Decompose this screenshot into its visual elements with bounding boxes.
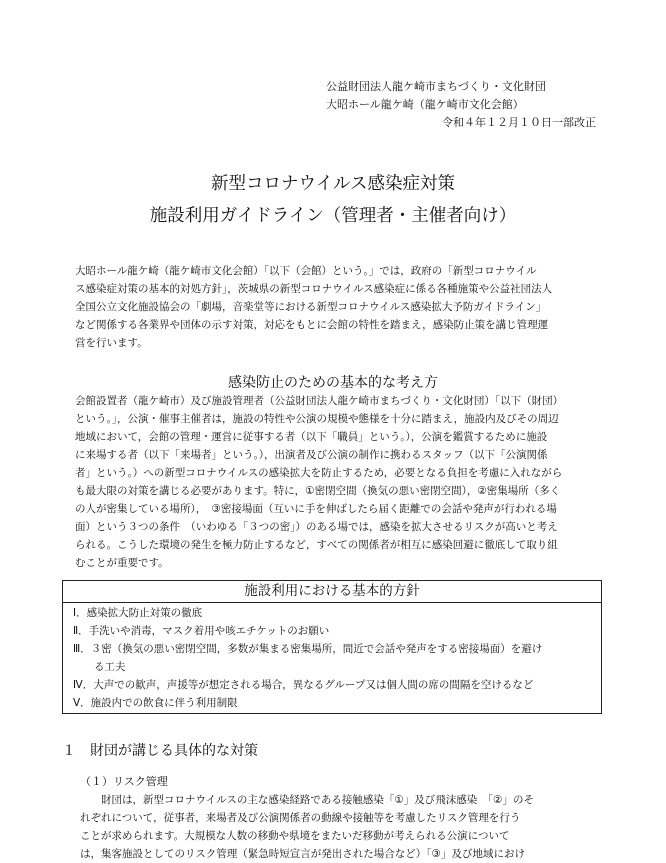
intro-paragraph	[75, 262, 595, 352]
section-1-line: ことが求められます。大規模な人数の移動や県境をまたいだ移動が考えられる公演について	[80, 830, 510, 842]
principles-line: 者」という。）への新型コロナウイルスの感染拡大を防止するため，必要となる負担を考慮に入れながら	[75, 467, 563, 479]
principles-line: 面）という３つの条件 （いわゆる「３つの密」）のある場では，感染を拡大させるリスクが高いと考え	[75, 521, 558, 533]
document-title: 新型コロナウイルス感染症対策	[211, 174, 455, 194]
intro-line: など関係する各業界や団体の示す対策，対応をもとに会館の特性を踏まえ，感染防止策を講じ管理運	[75, 319, 549, 331]
section-1-heading: １ 財団が講じる具体的な対策	[62, 743, 258, 759]
principles-line: むことが重要です。	[75, 557, 169, 569]
principles-line: という。」，公演・催事主催者は，施設の特性や公演の規模や態様を十分に踏まえ，施設内及びその周辺	[75, 413, 559, 425]
principles-line: に来場する者（以下「来場者」という。），出演者及び公演の制作に携わるスタッフ（以下「公演関係	[75, 449, 548, 461]
principles-paragraph	[75, 392, 605, 572]
policy-item: Ⅳ．大声での歓声，声援等が想定される場合，異なるグループ又は個人間の席の間隔を空けるなど	[73, 679, 534, 691]
revision-date: 令和４年１２月１０日一部改正	[442, 116, 596, 129]
section-1-line: は，集客施設としてのリスク管理（緊急時短宣言が発出された場合など）「③」及び地域におけ	[80, 848, 525, 860]
section-1-subheading: （１）リスク管理	[80, 775, 168, 788]
intro-line: 大昭ホール龍ケ崎（龍ケ崎市文化会館）「以下（会館）という。」では，政府の「新型コロナウイル	[75, 265, 537, 277]
policy-box	[62, 580, 602, 714]
policy-item: Ⅲ．３密（換気の悪い密閉空間，多数が集まる密集場所，間近で会話や発声をする密接場面）を避け	[73, 643, 543, 655]
principles-line: 地域において，会館の管理・運営に従事する者（以下「職員」という。），公演を鑑賞するために施設	[75, 431, 548, 443]
policy-item: Ⅴ．施設内での飲食に伴う利用制限	[73, 697, 238, 709]
intro-line: 営を行います。	[75, 337, 148, 349]
policy-item: る工夫	[73, 661, 126, 673]
issuer-venue: 大昭ホール龍ケ崎（龍ケ崎市文化会館）	[326, 98, 524, 111]
section-1-line: れぞれについて，従事者，来場者及び公演関係者の動線や接触等を考慮したリスク管理を行う	[80, 812, 521, 824]
document-subtitle: 施設利用ガイドライン（管理者・主催者向け）	[149, 206, 517, 226]
intro-line: ス感染症対策の基本的対処方針」，茨城県の新型コロナウイルス感染症に係る各種施策や公益社団法人	[75, 283, 553, 295]
principles-line: も最大限の対策を講じる必要があります。特に，①密閉空間（換気の悪い密閉空間），②密集場所（多く	[75, 485, 561, 497]
principles-line: 会館設置者（龍ケ崎市）及び施設管理者（公益財団法人龍ケ崎市まちづくり・文化財団）「以下（財団）	[75, 395, 564, 407]
policy-item: Ⅰ．感染拡大防止対策の徹底	[73, 607, 203, 619]
policy-list	[73, 604, 598, 712]
policy-box-title: 施設利用における基本的方針	[63, 581, 601, 603]
principles-heading: 感染防止のための基本的な考え方	[228, 375, 438, 391]
intro-line: 全国公立文化施設協会の「劇場，音楽堂等における新型コロナウイルス感染拡大予防ガイドライン」	[75, 301, 547, 313]
principles-line: られる。こうした環境の発生を極力防止するなど，すべての関係者が相互に感染回避に徹底して取り組	[75, 539, 558, 551]
section-1-line: 財団は，新型コロナウイルスの主な感染経路である接触感染「①」及び飛沫感染 「②」のそ	[80, 794, 534, 806]
issuer-org: 公益財団法人龍ケ崎市まちづくり・文化財団	[326, 80, 546, 93]
policy-item: Ⅱ．手洗いや消毒，マスク着用や咳エチケットのお願い	[73, 625, 330, 637]
section-1-paragraph	[80, 791, 600, 863]
principles-line: の人が密集している場所）， ③密接場面（互いに手を伸ばしたら届く距離での会話や発声が行われる場	[75, 503, 557, 515]
issuer-block	[326, 78, 596, 132]
